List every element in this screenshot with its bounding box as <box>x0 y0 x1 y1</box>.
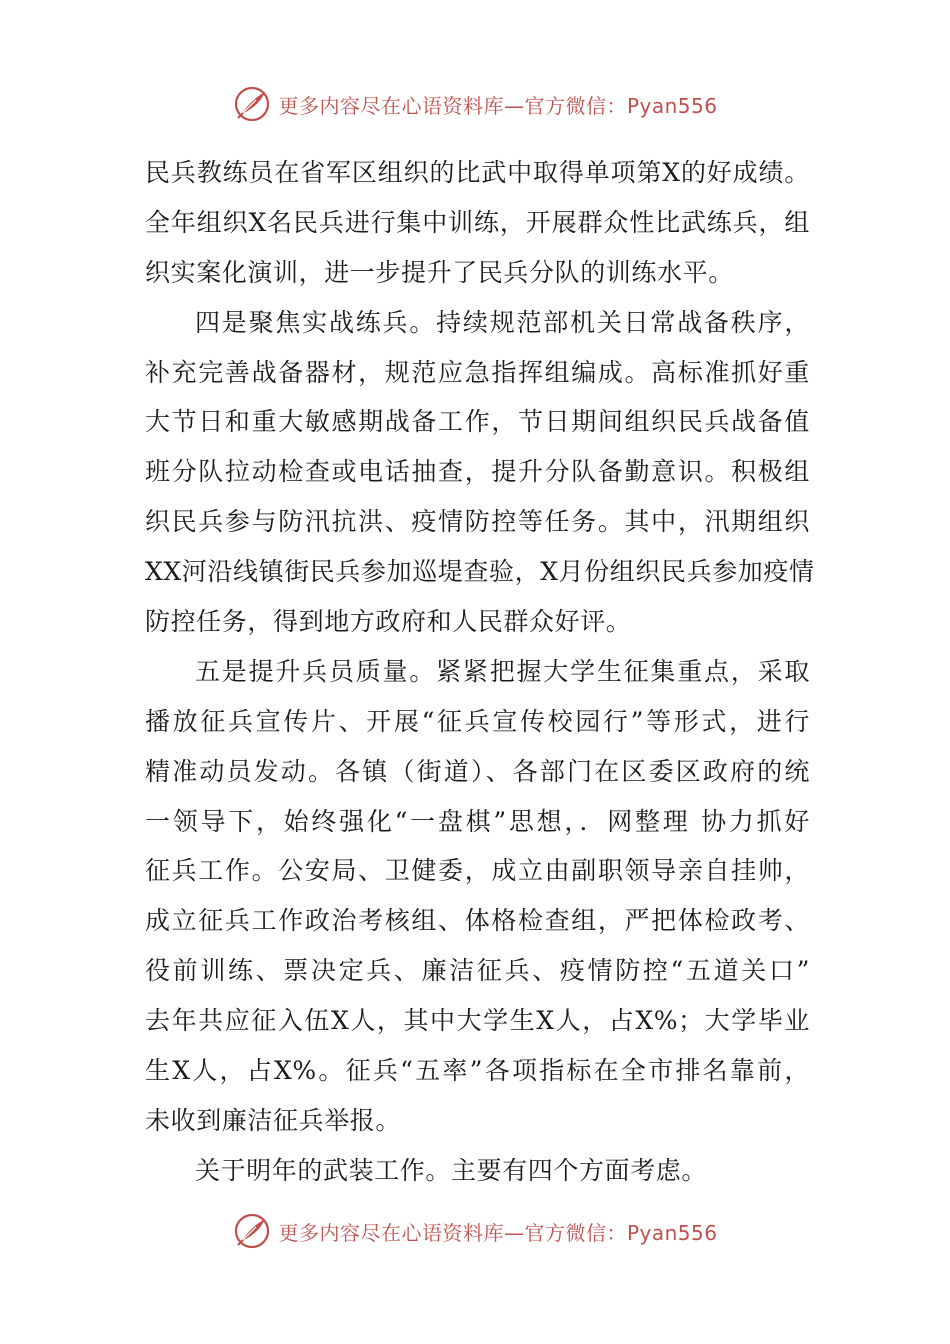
body-line: 去年共应征入伍X人，其中大学生X人，占X%；大学毕业 <box>145 1006 810 1036</box>
body-line: 征兵工作。公安局、卫健委，成立由副职领导亲自挂帅， <box>145 856 810 886</box>
header-watermark <box>0 82 950 126</box>
feather-pen-circle-icon <box>232 84 272 124</box>
body-line: 织实案化演训，进一步提升了民兵分队的训练水平。 <box>145 257 734 287</box>
body-line: 成立征兵工作政治考核组、体格检查组，严把体检政考、 <box>145 906 810 936</box>
body-line: 大节日和重大敏感期战备工作，节日期间组织民兵战备值 <box>145 407 810 437</box>
feather-pen-circle-icon <box>232 1211 272 1251</box>
section-heading-line: 四是聚焦实战练兵。持续规范部机关日常战备秩序， <box>195 307 810 337</box>
body-line: 防控任务，得到地方政府和人民群众好评。 <box>145 607 632 637</box>
section-heading-line: 五是提升兵员质量。紧紧把握大学生征集重点，采取 <box>195 656 810 686</box>
body-line: 织民兵参与防汛抗洪、疫情防控等任务。其中，汛期组织 <box>145 507 810 537</box>
section-heading-line: 关于明年的武装工作。主要有四个方面考虑。 <box>195 1155 708 1185</box>
body-line: 一领导下，始终强化“一盘棋”思想，．网整理 协力抓好 <box>145 806 810 836</box>
body-line: 全年组织X名民兵进行集中训练，开展群众性比武练兵，组 <box>145 207 810 237</box>
body-line: 未收到廉洁征兵举报。 <box>145 1105 402 1135</box>
watermark-text: 更多内容尽在心语资料库—官方微信：Pyan556 <box>278 1220 718 1245</box>
body-line: 民兵教练员在省军区组织的比武中取得单项第X的好成绩。 <box>145 158 810 187</box>
body-line: 班分队拉动检查或电话抽查，提升分队备勤意识。积极组 <box>145 457 810 487</box>
body-line: 精准动员发动。各镇（街道）、各部门在区委区政府的统 <box>145 756 810 786</box>
body-line: 补充完善战备器材，规范应急指挥组编成。高标准抓好重 <box>145 357 810 387</box>
body-line: XX河沿线镇街民兵参加巡堤查验，X月份组织民兵参加疫情 <box>145 557 815 587</box>
watermark-text: 更多内容尽在心语资料库—官方微信：Pyan556 <box>278 93 718 118</box>
body-line: 播放征兵宣传片、开展“征兵宣传校园行”等形式，进行 <box>145 706 810 736</box>
footer-watermark <box>0 1209 950 1253</box>
body-line: 生X人，占X%。征兵“五率”各项指标在全市排名靠前， <box>145 1056 810 1086</box>
body-line: 役前训练、票决定兵、廉洁征兵、疫情防控“五道关口” <box>145 956 810 986</box>
document-body <box>145 148 815 1196</box>
